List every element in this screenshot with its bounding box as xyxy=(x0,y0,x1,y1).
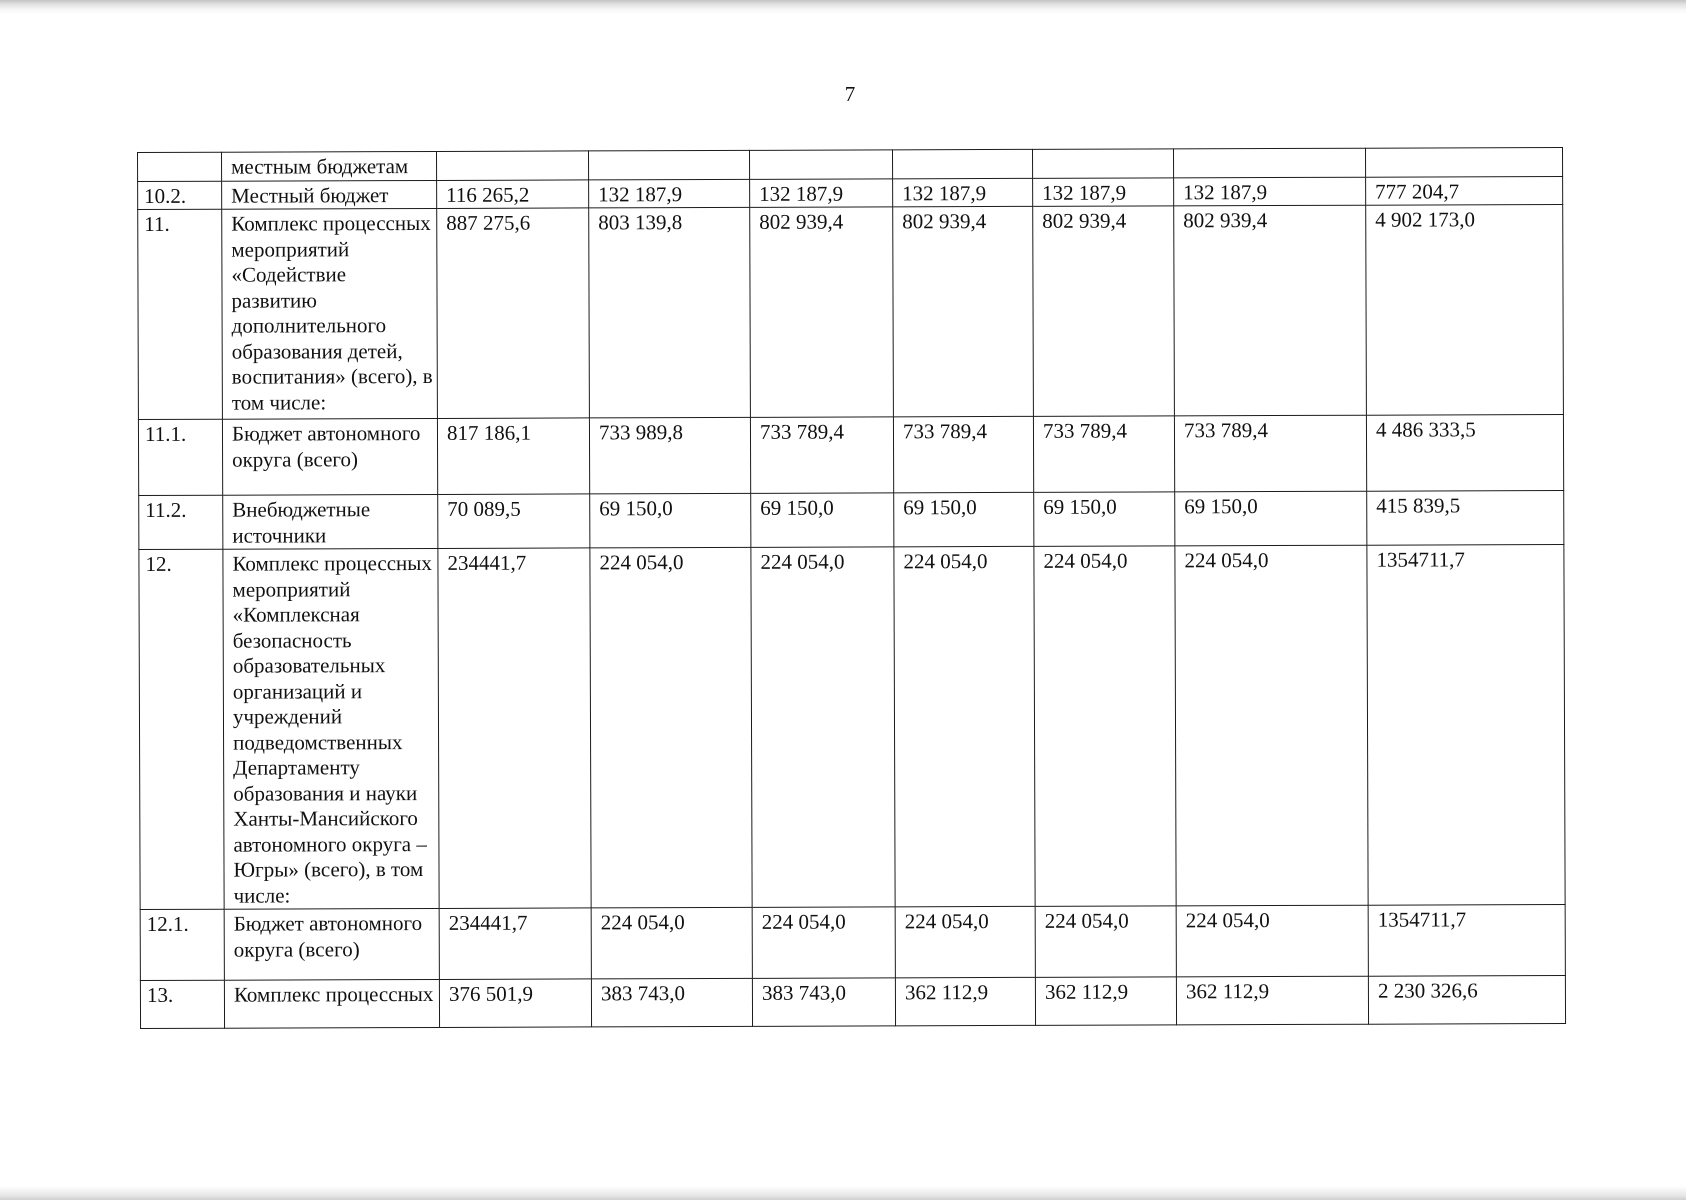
value-cell: 383 743,0 xyxy=(752,978,895,1026)
value-cell: 69 150,0 xyxy=(1034,492,1175,546)
row-name-cell: Комплекс процессных мероприятий «Комплексная безопасность образовательных организаций и учреждений подведомственных Департаменту образования и науки Ханты-Мансийского автономного округа – Югры» (всего), в том числе: xyxy=(223,548,439,909)
value-cell: 132 187,9 xyxy=(750,178,893,207)
value-cell xyxy=(1365,148,1562,177)
value-cell: 887 275,6 xyxy=(437,208,590,419)
value-cell: 224 054,0 xyxy=(590,547,752,908)
row-name-cell: Комплекс процессных xyxy=(224,979,439,1028)
value-cell: 415 839,5 xyxy=(1367,491,1564,546)
value-cell xyxy=(749,150,892,179)
value-cell: 132 187,9 xyxy=(893,178,1033,207)
value-cell: 383 743,0 xyxy=(591,978,752,1027)
value-cell: 116 265,2 xyxy=(437,179,589,208)
value-cell: 802 939,4 xyxy=(750,207,894,417)
row-number-cell: 13. xyxy=(140,980,224,1028)
budget-table xyxy=(137,147,1566,1029)
row-name-cell: Бюджет автономного округа (всего) xyxy=(222,418,437,495)
row-number-cell: 12. xyxy=(139,549,224,909)
value-cell: 2 230 326,6 xyxy=(1368,976,1565,1025)
value-cell: 69 150,0 xyxy=(894,492,1034,546)
value-cell: 1354711,7 xyxy=(1368,905,1565,977)
value-cell: 733 789,4 xyxy=(893,416,1033,492)
value-cell: 817 186,1 xyxy=(437,418,589,495)
row-number-cell: 12.1. xyxy=(140,909,224,980)
table-row xyxy=(140,905,1565,981)
row-number-cell: 11. xyxy=(138,209,223,419)
value-cell: 69 150,0 xyxy=(590,493,751,548)
value-cell: 69 150,0 xyxy=(1175,491,1367,546)
value-cell: 234441,7 xyxy=(439,908,591,980)
value-cell: 1354711,7 xyxy=(1367,545,1565,906)
value-cell: 733 789,4 xyxy=(1033,416,1174,492)
value-cell: 362 112,9 xyxy=(1176,976,1368,1025)
table-row xyxy=(140,976,1565,1029)
value-cell: 4 902 173,0 xyxy=(1366,205,1564,416)
value-cell: 70 089,5 xyxy=(438,494,590,549)
table-body xyxy=(138,148,1566,1029)
row-name-cell: Местный бюджет xyxy=(222,180,437,209)
value-cell: 224 054,0 xyxy=(751,547,895,907)
value-cell: 733 789,4 xyxy=(1174,415,1366,492)
value-cell xyxy=(436,151,588,180)
page-number: 7 xyxy=(844,82,856,106)
value-cell: 224 054,0 xyxy=(1175,545,1368,906)
value-cell xyxy=(1032,149,1173,178)
value-cell: 224 054,0 xyxy=(752,907,895,978)
row-number-cell xyxy=(138,152,222,181)
value-cell: 224 054,0 xyxy=(1176,905,1368,977)
row-number-cell: 11.1. xyxy=(138,419,222,495)
value-cell: 802 939,4 xyxy=(893,206,1034,416)
row-name-cell: Комплекс процессных мероприятий «Содействие развитию дополнительного образования детей, воспитания» (всего), в том числе: xyxy=(222,208,438,419)
table-row xyxy=(139,545,1565,910)
table-row xyxy=(139,491,1564,550)
row-number-cell: 10.2. xyxy=(138,181,222,210)
value-cell: 224 054,0 xyxy=(591,907,752,979)
value-cell: 802 939,4 xyxy=(1174,205,1367,416)
value-cell: 4 486 333,5 xyxy=(1366,415,1563,492)
value-cell: 733 989,8 xyxy=(589,417,750,494)
value-cell: 224 054,0 xyxy=(895,906,1035,977)
value-cell: 376 501,9 xyxy=(439,979,591,1028)
value-cell: 224 054,0 xyxy=(1034,546,1176,906)
value-cell: 224 054,0 xyxy=(1035,906,1176,977)
value-cell: 733 789,4 xyxy=(750,417,893,493)
value-cell: 362 112,9 xyxy=(895,977,1035,1025)
value-cell: 802 939,4 xyxy=(1033,206,1175,416)
value-cell: 234441,7 xyxy=(438,548,591,909)
row-number-cell: 11.2. xyxy=(139,495,223,549)
value-cell: 224 054,0 xyxy=(894,546,1035,906)
value-cell xyxy=(588,150,749,179)
value-cell xyxy=(1173,148,1365,177)
table-row xyxy=(138,415,1563,496)
row-name-cell: Внебюджетные источники xyxy=(223,494,438,549)
value-cell: 362 112,9 xyxy=(1035,977,1176,1025)
value-cell: 132 187,9 xyxy=(1033,177,1174,206)
value-cell: 132 187,9 xyxy=(589,179,750,208)
scan-edge-top xyxy=(0,0,1686,14)
row-name-cell: Бюджет автономного округа (всего) xyxy=(224,908,439,980)
scan-edge-bottom xyxy=(0,1186,1686,1200)
value-cell: 69 150,0 xyxy=(751,493,894,547)
table-row xyxy=(138,205,1564,420)
value-cell: 132 187,9 xyxy=(1174,177,1366,206)
value-cell xyxy=(892,149,1032,178)
value-cell: 803 139,8 xyxy=(589,207,751,418)
value-cell: 777 204,7 xyxy=(1366,176,1563,205)
row-name-cell: местным бюджетам xyxy=(222,151,437,180)
